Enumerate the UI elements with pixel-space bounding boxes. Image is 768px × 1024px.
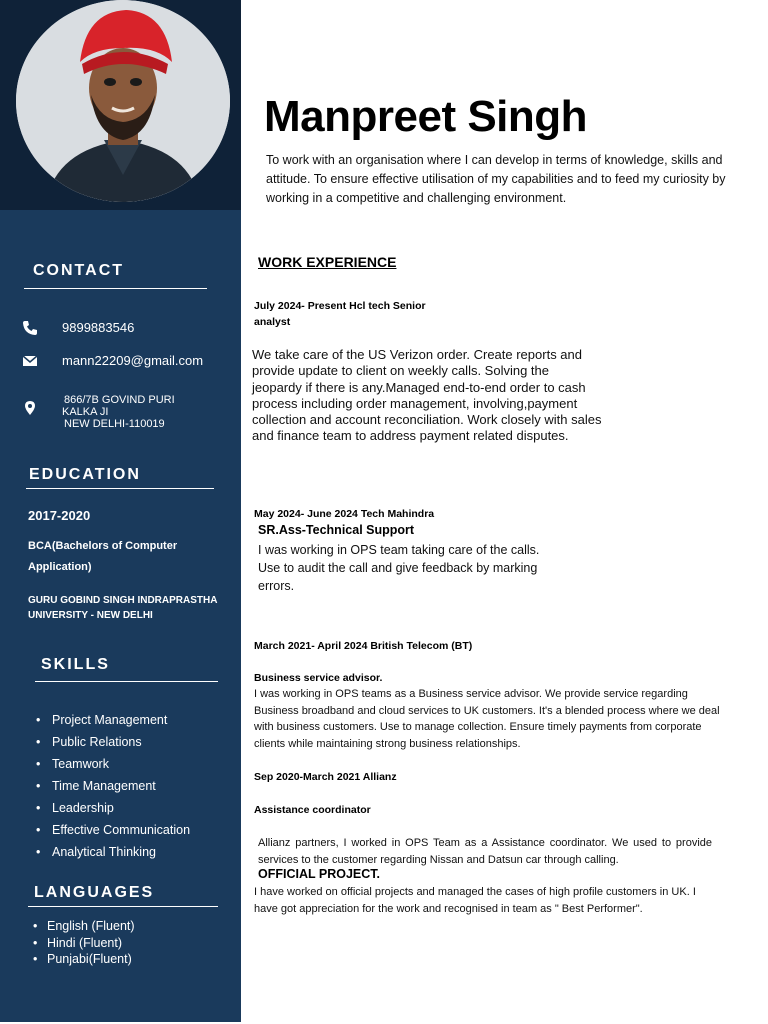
skills-heading: SKILLS xyxy=(41,656,110,673)
language-item: • English (Fluent) xyxy=(33,918,135,935)
education-degree: BCA(Bachelors of Computer Application) xyxy=(28,540,178,573)
official-project-heading: OFFICIAL PROJECT. xyxy=(258,867,381,881)
contact-email[interactable]: mann22209@gmail.com xyxy=(62,353,204,368)
job-description: I was working in OPS teams as a Business service advisor. We provide service regarding Business broadband and cloud services to UK customers. It's a blended process where we deal with business customers. Use to manage collection. Ensure timely payments from corporate clients while maintaining strong business relationships. xyxy=(254,688,720,750)
skill-item: • Leadership xyxy=(36,797,190,819)
profile-photo xyxy=(16,0,230,202)
address-line-2: KALKA JI xyxy=(62,406,109,418)
contact-address-row xyxy=(22,394,175,430)
skill-item: • Effective Communication xyxy=(36,819,190,841)
languages-heading: LANGUAGES xyxy=(34,884,155,901)
skill-item: • Time Management xyxy=(36,775,190,797)
job-date-title: March 2021- April 2024 British Telecom (BT) xyxy=(254,640,473,652)
location-pin-icon xyxy=(22,400,40,416)
skill-item: • Public Relations xyxy=(36,731,190,753)
contact-phone[interactable]: 9899883546 xyxy=(62,320,135,335)
contact-divider xyxy=(24,288,207,289)
job-date-title: May 2024- June 2024 Tech Mahindra xyxy=(254,508,435,520)
job-date-title: July 2024- Present Hcl tech Senior analyst xyxy=(254,300,426,328)
official-project-text: I have worked on official projects and managed the cases of high profile customers in UK. I have got appreciation for the work and recognised in team as " Best Performer". xyxy=(254,886,696,915)
work-experience-heading: WORK EXPERIENCE xyxy=(258,254,397,270)
sidebar xyxy=(0,0,241,1022)
job-description: We take care of the US Verizon order. Create reports and provide update to client on weekly calls. Solving the jeopardy if there is any.Managed end-to-end order to cash process including order management, involving,payment collection and account reconciliation. Work closely with sales and finance team to address payment related disputes. xyxy=(252,347,602,444)
contact-heading: CONTACT xyxy=(33,262,125,279)
profile-photo-illustration xyxy=(16,0,230,202)
job-description: I was working in OPS team taking care of the calls. Use to audit the call and give feedback by marking errors. xyxy=(258,543,540,593)
language-item: • Punjabi(Fluent) xyxy=(33,951,135,968)
education-years: 2017-2020 xyxy=(28,508,91,523)
job-role: Assistance coordinator xyxy=(254,804,371,816)
job-date-title: Sep 2020-March 2021 Allianz xyxy=(254,771,397,783)
language-item: • Hindi (Fluent) xyxy=(33,935,135,952)
skill-item: • Analytical Thinking xyxy=(36,841,190,863)
education-divider xyxy=(26,488,214,489)
contact-email-row xyxy=(22,353,203,369)
address-line-3: NEW DELHI-110019 xyxy=(64,418,165,430)
education-heading: EDUCATION xyxy=(29,466,141,483)
languages-divider xyxy=(28,906,218,907)
career-objective: To work with an organisation where I can develop in terms of knowledge, skills and attitude. To ensure effective utilisation of my capabilities and to feed my curiosity by working in a competitive and challenging environment. xyxy=(266,153,726,205)
photo-band xyxy=(0,0,241,210)
job-role: SR.Ass-Technical Support xyxy=(258,523,415,537)
contact-address xyxy=(62,394,175,430)
job-description: Allianz partners, I worked in OPS Team as a Assistance coordinator. We used to provide services to the customer regarding Nissan and Datsun car through calling. xyxy=(258,837,712,866)
contact-phone-row xyxy=(22,320,134,336)
address-line-1: 866/7B GOVIND PURI xyxy=(64,394,175,406)
page-title: Manpreet Singh xyxy=(264,92,588,141)
skill-item: • Teamwork xyxy=(36,753,190,775)
phone-icon xyxy=(22,320,40,336)
job-role: Business service advisor. xyxy=(254,672,383,684)
education-university: GURU GOBIND SINGH INDRAPRASTHA UNIVERSITY - NEW DELHI xyxy=(28,595,218,621)
skills-divider xyxy=(35,681,218,682)
skills-list xyxy=(36,709,190,863)
skill-item: • Project Management xyxy=(36,709,190,731)
mail-icon xyxy=(22,353,40,369)
languages-list xyxy=(33,918,135,968)
